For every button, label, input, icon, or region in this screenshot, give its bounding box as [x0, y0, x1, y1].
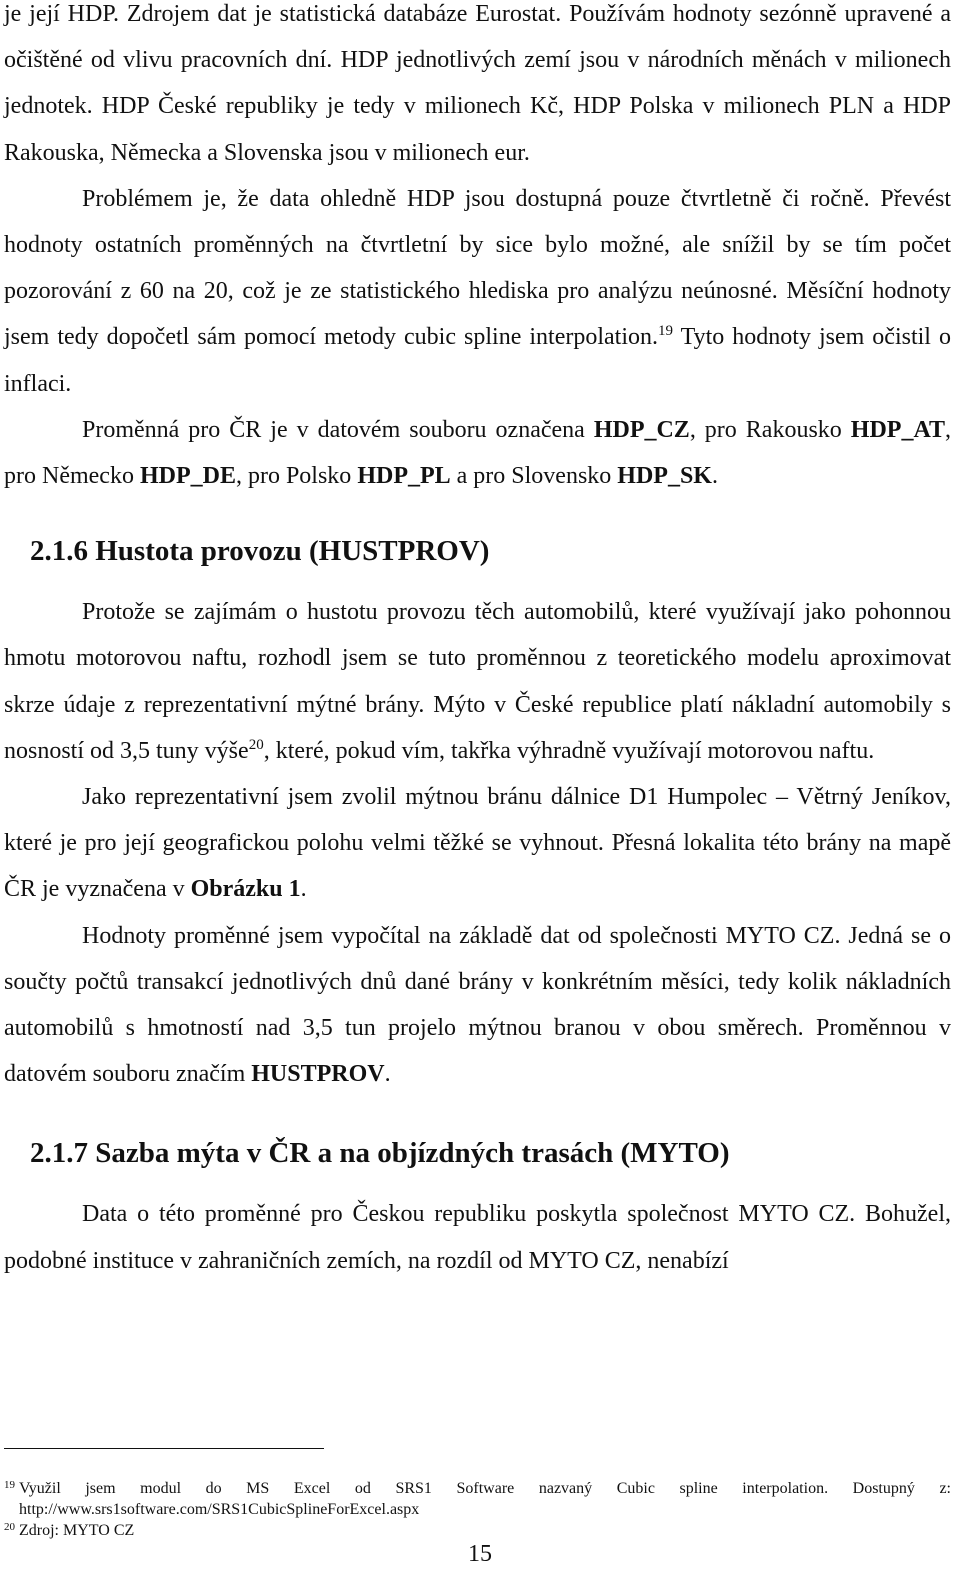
- footnote-text: Zdroj: MYTO CZ: [19, 1522, 135, 1539]
- footnote-text: Využil jsem modul do MS Excel od SRS1 Software nazvaný Cubic spline interpolation. Dostupný z:: [19, 1480, 951, 1497]
- page-number: 15: [468, 1541, 492, 1567]
- footnote-19: [4, 1478, 951, 1499]
- paragraph-toll-rate: Data o této proměnné pro Českou republiku poskytla společnost MYTO CZ. Bohužel, podobné instituce v zahraničních zemích, na rozdíl od MYTO CZ, nenabízí: [4, 1201, 951, 1274]
- section-heading-2-1-6: 2.1.6 Hustota provozu (HUSTPROV): [30, 535, 490, 568]
- text-run: Jako reprezentativní jsem zvolil mýtnou bránu dálnice D1 Humpolec – Větrný Jeníkov, které je pro její geografickou polohu velmi těžké se vyhnout. Přesná lokalita této brány na mapě ČR je vyznačena v: [4, 784, 951, 903]
- footnote-link[interactable]: http://www.srs1software.com/SRS1CubicSplineForExcel.aspx: [19, 1501, 420, 1518]
- text-run: a pro Slovensko: [450, 463, 618, 490]
- footnote-number: 19: [4, 1479, 15, 1491]
- paragraph-interpolation-tail: Tyto hodnoty jsem očistil o inflaci.: [4, 324, 951, 397]
- text-run: Hodnoty proměnné jsem vypočítal na základě dat od společnosti MYTO CZ. Jedná se o součty počtů transakcí jednotlivých dnů dané brány v konkrétním měsíci, tedy kolik nákladních automobilů s hmotností nad 3,5 tun projelo mýtnou branou v obou směrech. Proměnnou v datovém souboru značím: [4, 922, 951, 1088]
- text-run: .: [711, 463, 718, 490]
- text-run: , které, pokud vím, takřka výhradně využívají motorovou naftu.: [263, 737, 875, 764]
- variable-hdp-cz: HDP_CZ: [593, 416, 690, 443]
- text-run: , pro Rakousko: [689, 416, 851, 443]
- text-run: .: [300, 876, 307, 903]
- text-run: , pro Polsko: [235, 463, 358, 490]
- text-run: Protože se zajímám o hustotu provozu těch automobilů, které využívají jako pohonnou hmotu motorovou naftu, rozhodl jsem se tuto proměnnou z teoretického modelu aproximovat skrze údaje z reprezentativní mýtné brány. Mýto v České republice platí nákladní automobily s nosností od 3,5 tuny výše: [4, 599, 951, 764]
- footnote-number: 20: [4, 1521, 15, 1533]
- variable-hdp-sk: HDP_SK: [617, 463, 712, 490]
- variable-hdp-de: HDP_DE: [139, 463, 236, 490]
- paragraph-interpolation-text: Problémem je, že data ohledně HDP jsou dostupná pouze čtvrtletně či ročně. Převést hodnoty ostatních proměnných na čtvrtletní by sice bylo možné, ale snížil by se tím počet pozorování z 60 na 20, což je ze statistického hlediska pro analýzu neúnosné. Měsíční hodnoty jsem tedy dopočetl sám pomocí metody cubic spline interpolation.: [4, 185, 951, 351]
- variable-hdp-pl: HDP_PL: [357, 463, 451, 490]
- text-run: Proměnná pro ČR je v datovém souboru označena: [82, 416, 594, 443]
- footnote-ref-19[interactable]: 19: [658, 323, 674, 340]
- document-body: [4, 0, 951, 1284]
- paragraph-gdp-description: je její HDP. Zdrojem dat je statistická databáze Eurostat. Používám hodnoty sezónně upravené a očištěné od vlivu pracovních dní. HDP jednotlivých zemí jsou v národních měnách v milionech jednotek. HDP České republiky je tedy v milionech Kč, HDP Polska v milionech PLN a HDP Rakouska, Německa a Slovenska jsou v milionech eur.: [4, 1, 951, 166]
- footnotes: [4, 1478, 951, 1541]
- paragraph-interpolation: [4, 176, 951, 407]
- figure-reference[interactable]: Obrázku 1: [190, 876, 301, 903]
- paragraph-toll-gate: [4, 774, 951, 913]
- paragraph-traffic-density: [4, 589, 951, 774]
- paragraph-variable-names: [4, 407, 951, 499]
- paragraph-variable-computation: [4, 913, 951, 1098]
- variable-hustprov: HUSTPROV: [251, 1061, 385, 1088]
- variable-hdp-at: HDP_AT: [850, 416, 945, 443]
- section-heading-2-1-7: 2.1.7 Sazba mýta v ČR a na objízdných trasách (MYTO): [30, 1137, 730, 1170]
- footnote-separator: [4, 1448, 324, 1449]
- footnote-ref-20[interactable]: 20: [248, 736, 264, 753]
- footnote-20: [4, 1520, 951, 1541]
- text-run: .: [384, 1061, 391, 1088]
- text-run: , pro Německo: [4, 416, 951, 490]
